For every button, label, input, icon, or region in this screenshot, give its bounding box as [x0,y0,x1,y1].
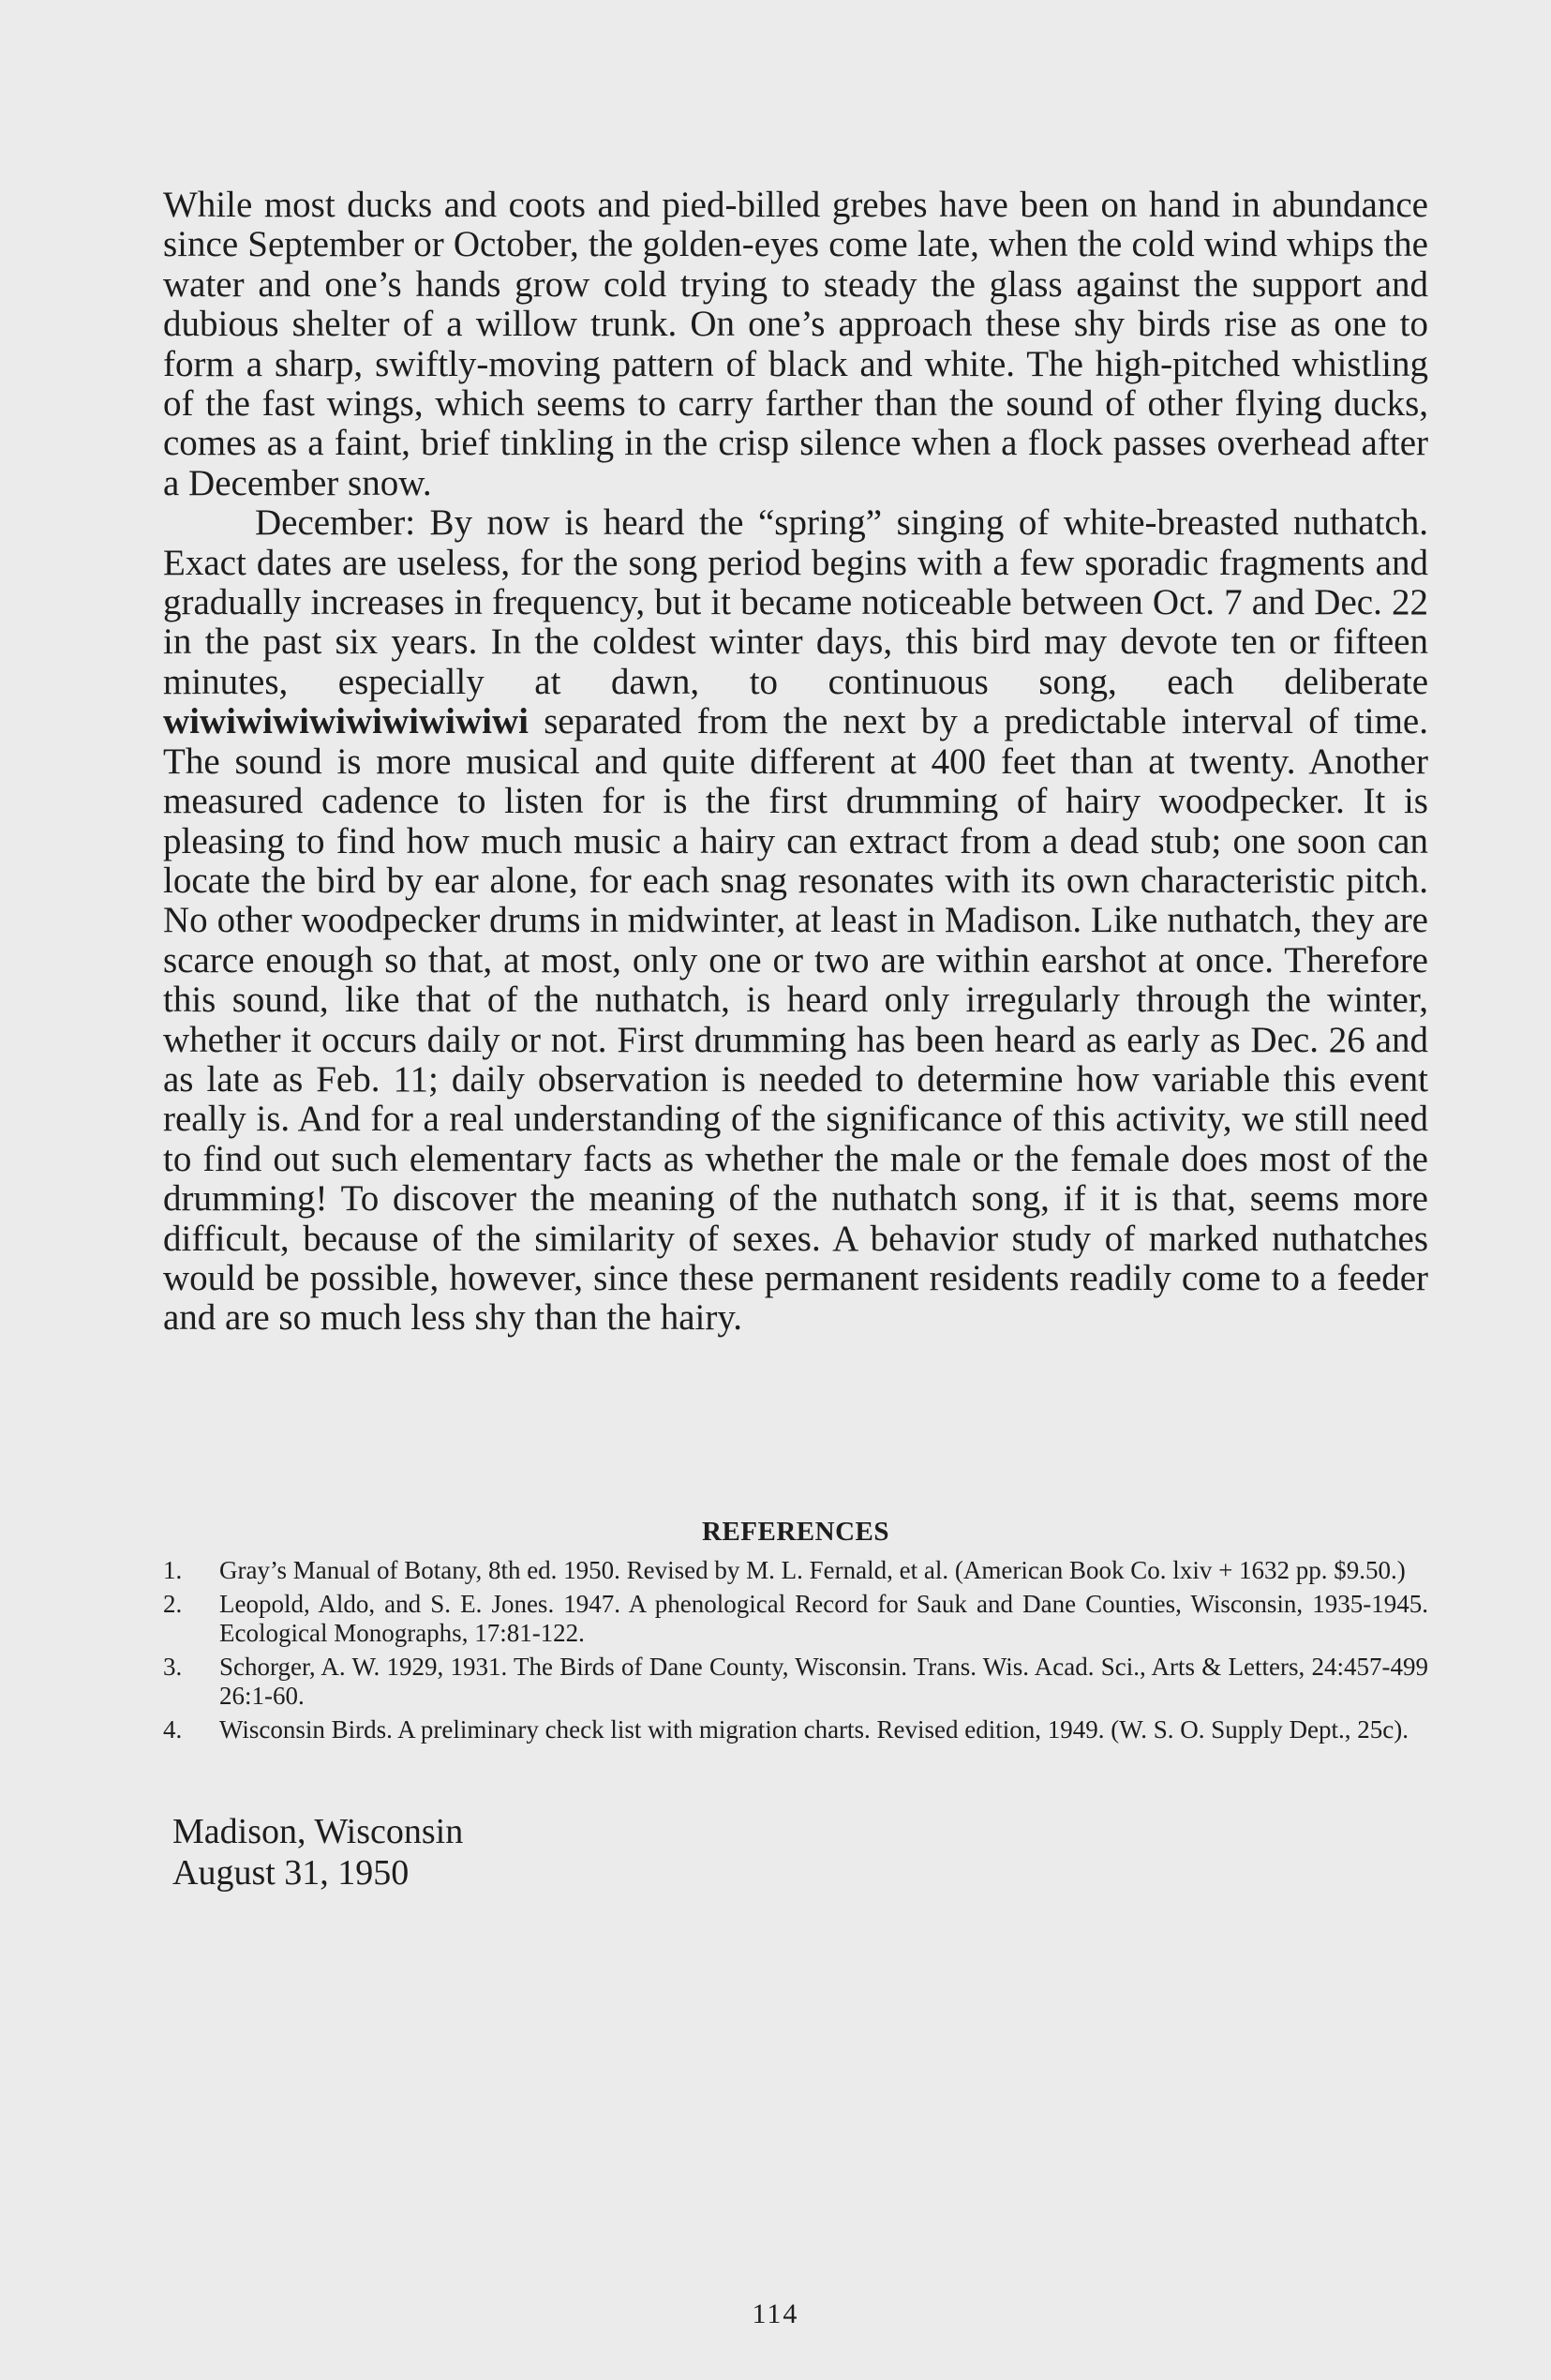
reference-item [163,1590,1428,1648]
reference-text: Leopold, Aldo, and S. E. Jones. 1947. A phenological Record for Sauk and Dane Counties, Wisconsin, 1935-1945. Ecological Monographs, 17:81-122. [219,1590,1428,1647]
references-list [163,1556,1428,1749]
nuthatch-song-word: wiwiwiwiwiwiwiwiwiwi [163,701,529,742]
paragraph-december-start: December: By now is heard the “spring” singing of white-breasted nuthatch. Exact dates are useless, for the song period begins with a few sporadic fragments and gradually increases in frequency, but it became noticeable between Oct. 7 and Dec. 22 in the past six years. In the coldest winter days, this bird may devote ten or fifteen minutes, especially at dawn, to continuous song, each deliberate [163,502,1428,702]
reference-number: 2. [163,1590,183,1618]
paragraph-december [163,503,1428,1339]
page-number: 114 [752,2298,799,2329]
signoff [172,1811,463,1894]
paragraph-golden-eyes: While most ducks and coots and pied-billed grebes have been on hand in abundance since September or October, the golden-eyes come late, when the cold wind whips the water and one’s hands grow cold trying to steady the glass against the support and dubious shelter of a willow trunk. On one’s approach these shy birds rise as one to form a sharp, swiftly-moving pattern of black and white. The high-pitched whistling of the fast wings, which seems to carry farther than the sound of other flying ducks, comes as a faint, brief tinkling in the crisp silence when a flock passes overhead after a December snow. [163,185,1428,503]
reference-text: Wisconsin Birds. A preliminary check list with migration charts. Revised edition, 1949. (W. S. O. Supply Dept., 25c). [219,1715,1409,1744]
reference-text: Gray’s Manual of Botany, 8th ed. 1950. Revised by M. L. Fernald, et al. (American Book Co. lxiv + 1632 pp. $9.50.) [219,1556,1406,1584]
reference-item [163,1715,1428,1744]
references-heading: REFERENCES [702,1517,889,1547]
paragraph-december-end: separated from the next by a predictable interval of time. The sound is more musical and quite different at 400 feet than at twenty. Another measured cadence to listen for is the first drumming of hairy woodpecker. It is pleasing to find how much music a hairy can extract from a dead stub; one soon can locate the bird by ear alone, for each snag resonates with its own characteristic pitch. No other woodpecker drums in midwinter, at least in Madison. Like nuthatch, they are scarce enough so that, at most, only one or two are within earshot at once. Therefore this sound, like that of the nuthatch, is heard only irregularly through the winter, whether it occurs daily or not. First drumming has been heard as early as Dec. 26 and as late as Feb. 11; daily observation is needed to determine how variable this event really is. And for a real understanding of the significance of this activity, we still need to find out such elementary facts as whether the male or the female does most of the drumming! To discover the meaning of the nuthatch song, if it is that, seems more difficult, because of the similarity of sexes. A behavior study of marked nuthatches would be possible, however, since these permanent residents readily come to a feeder and are so much less shy than the hairy. [163,701,1428,1339]
reference-number: 1. [163,1556,183,1584]
reference-item [163,1653,1428,1711]
reference-text: Schorger, A. W. 1929, 1931. The Birds of Dane County, Wisconsin. Trans. Wis. Acad. Sci., Arts & Letters, 24:457-499 26:1-60. [219,1653,1428,1710]
signoff-place: Madison, Wisconsin [172,1812,464,1851]
signoff-date: August 31, 1950 [172,1853,410,1893]
reference-number: 4. [163,1715,183,1744]
article-body [163,186,1428,1339]
reference-number: 3. [163,1653,183,1681]
reference-item [163,1556,1428,1585]
